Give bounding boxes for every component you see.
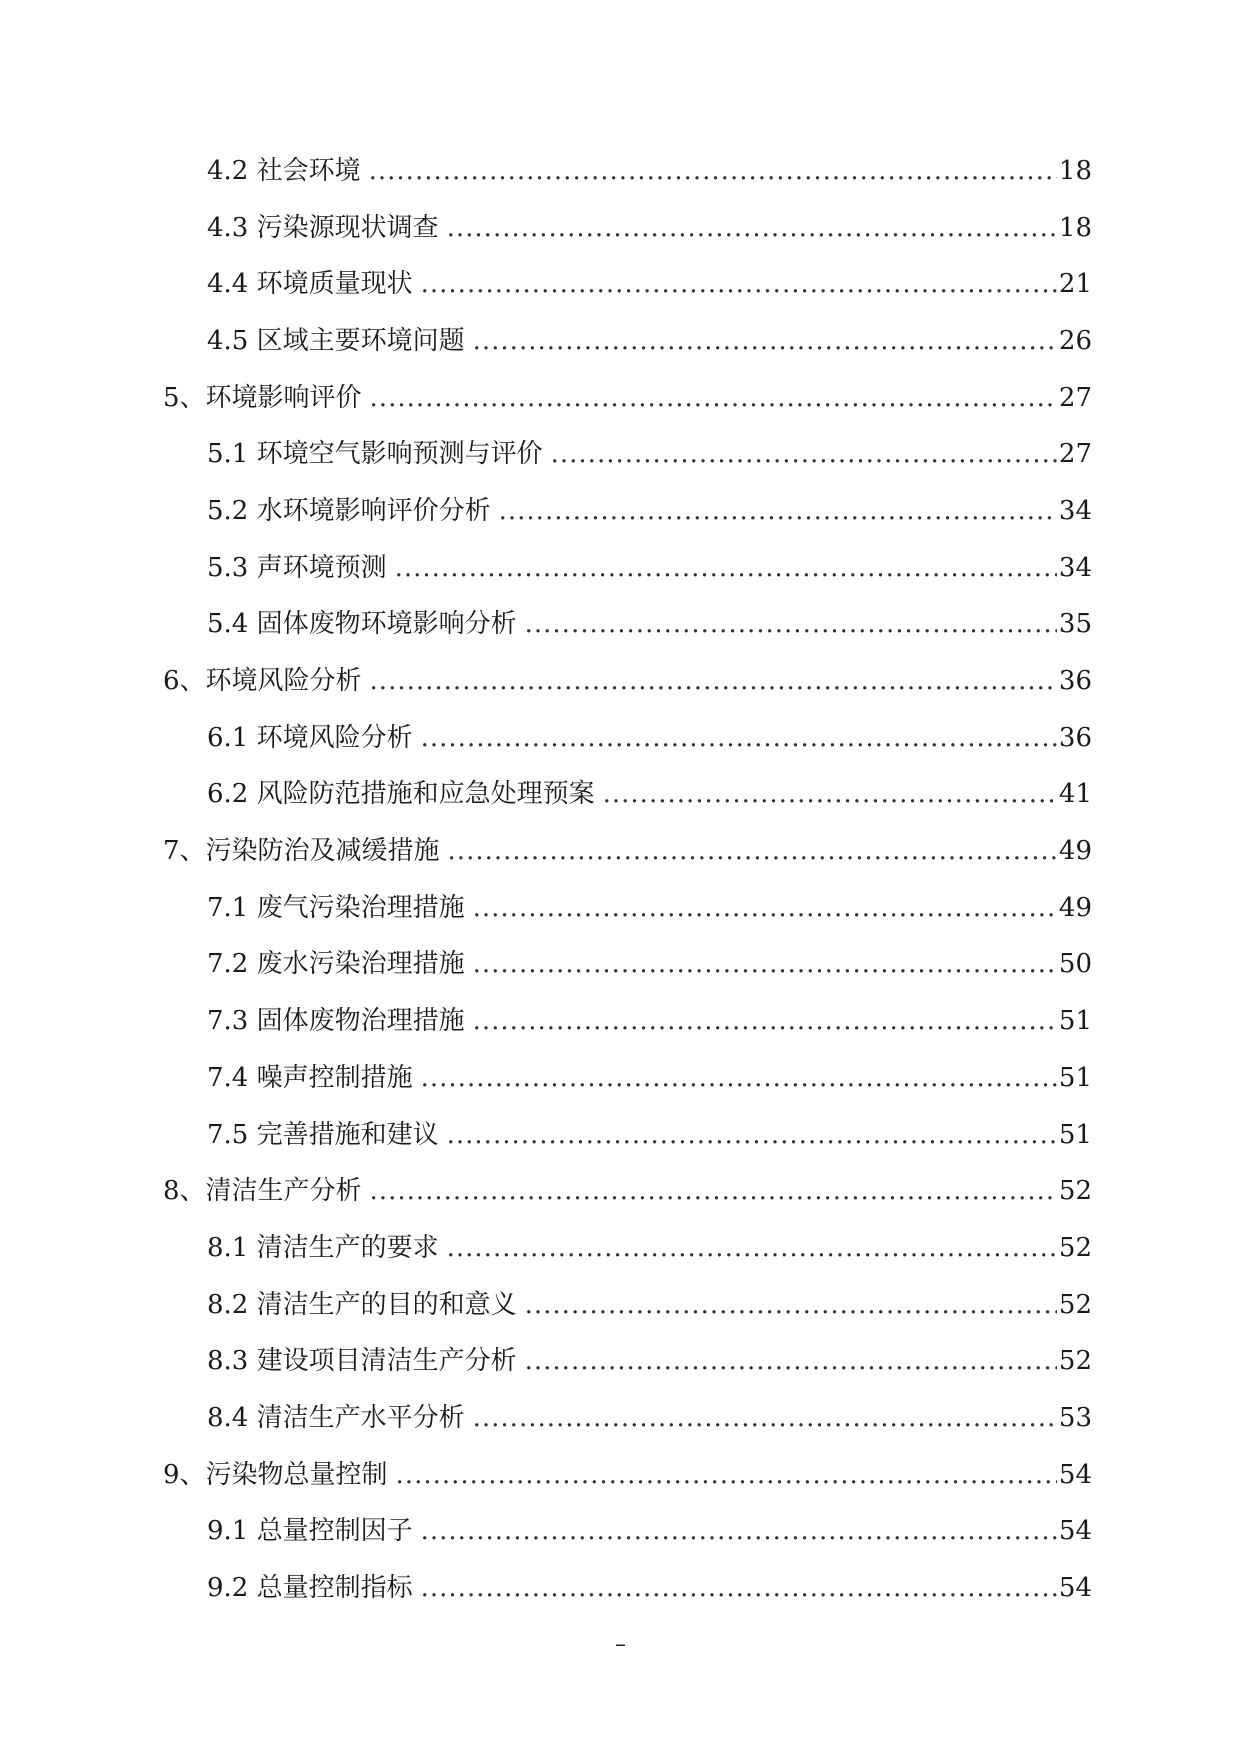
toc-entry-title: 8.4 清洁生产水平分析 bbox=[207, 1402, 465, 1433]
toc-dot-leader bbox=[551, 439, 1057, 469]
toc-entry-line bbox=[207, 433, 1092, 470]
toc-section-entry[interactable] bbox=[0, 1557, 1241, 1614]
toc-entry-title: 5、环境影响评价 bbox=[163, 382, 362, 413]
toc-dot-leader bbox=[370, 666, 1057, 696]
toc-entry-page-number: 52 bbox=[1058, 1232, 1092, 1263]
toc-entry-line bbox=[207, 887, 1092, 924]
toc-entry-title: 6.1 环境风险分析 bbox=[207, 722, 413, 753]
toc-entry-page-number: 51 bbox=[1058, 1062, 1092, 1093]
toc-dot-leader bbox=[525, 1290, 1057, 1320]
toc-entry-page-number: 54 bbox=[1058, 1573, 1092, 1604]
toc-entry-line bbox=[163, 377, 1092, 414]
toc-dot-leader bbox=[447, 1120, 1057, 1150]
toc-dot-leader bbox=[421, 1516, 1057, 1546]
toc-section-entry[interactable] bbox=[0, 310, 1241, 367]
toc-chapter-entry[interactable] bbox=[0, 650, 1241, 707]
toc-section-entry[interactable] bbox=[0, 990, 1241, 1047]
toc-dot-leader bbox=[473, 893, 1057, 923]
toc-dot-leader bbox=[421, 1063, 1057, 1093]
toc-entry-line bbox=[207, 1000, 1092, 1037]
toc-entry-line bbox=[207, 1057, 1092, 1094]
toc-entry-line bbox=[207, 1567, 1092, 1604]
toc-entry-title: 5.4 固体废物环境影响分析 bbox=[207, 609, 517, 640]
toc-chapter-entry[interactable] bbox=[0, 1444, 1241, 1501]
toc-entry-page-number: 34 bbox=[1058, 552, 1092, 583]
toc-section-entry[interactable] bbox=[0, 480, 1241, 537]
toc-entry-page-number: 50 bbox=[1058, 949, 1092, 980]
toc-entry-title: 8、清洁生产分析 bbox=[163, 1176, 362, 1207]
toc-entry-line bbox=[207, 1114, 1092, 1151]
toc-entry-title: 5.2 水环境影响评价分析 bbox=[207, 495, 491, 526]
toc-entry-page-number: 52 bbox=[1058, 1176, 1092, 1207]
toc-dot-leader bbox=[525, 1346, 1057, 1376]
toc-entry-title: 9、污染物总量控制 bbox=[163, 1459, 388, 1490]
toc-entry-line bbox=[207, 1510, 1092, 1547]
toc-section-entry[interactable] bbox=[0, 1104, 1241, 1161]
toc-dot-leader bbox=[421, 1573, 1057, 1603]
toc-section-entry[interactable] bbox=[0, 1387, 1241, 1444]
toc-entry-title: 4.5 区域主要环境问题 bbox=[207, 325, 465, 356]
toc-entry-line bbox=[207, 943, 1092, 980]
toc-entry-page-number: 26 bbox=[1058, 325, 1092, 356]
toc-dot-leader bbox=[473, 1403, 1057, 1433]
toc-entry-page-number: 41 bbox=[1058, 779, 1092, 810]
toc-chapter-entry[interactable] bbox=[0, 1160, 1241, 1217]
toc-entry-line bbox=[207, 263, 1092, 300]
toc-entry-title: 4.2 社会环境 bbox=[207, 155, 361, 186]
toc-entry-page-number: 34 bbox=[1058, 495, 1092, 526]
toc-section-entry[interactable] bbox=[0, 1047, 1241, 1104]
toc-entry-line bbox=[163, 660, 1092, 697]
toc-entry-page-number: 27 bbox=[1058, 382, 1092, 413]
toc-dot-leader bbox=[395, 553, 1057, 583]
toc-entry-title: 7.5 完善措施和建议 bbox=[207, 1119, 439, 1150]
toc-entry-line bbox=[207, 490, 1092, 527]
toc-dot-leader bbox=[421, 269, 1057, 299]
toc-entry-title: 9.1 总量控制因子 bbox=[207, 1516, 413, 1547]
toc-dot-leader bbox=[421, 723, 1057, 753]
toc-section-entry[interactable] bbox=[0, 934, 1241, 991]
toc-entry-page-number: 54 bbox=[1058, 1516, 1092, 1547]
toc-entry-title: 8.2 清洁生产的目的和意义 bbox=[207, 1289, 517, 1320]
toc-entry-page-number: 51 bbox=[1058, 1006, 1092, 1037]
toc-entry-line bbox=[207, 603, 1092, 640]
toc-entry-page-number: 18 bbox=[1058, 212, 1092, 243]
toc-entry-page-number: 36 bbox=[1058, 722, 1092, 753]
toc-section-entry[interactable] bbox=[0, 877, 1241, 934]
toc-dot-leader bbox=[499, 496, 1057, 526]
toc-entry-line bbox=[207, 150, 1092, 187]
toc-entry-line bbox=[207, 547, 1092, 584]
toc-section-entry[interactable] bbox=[0, 537, 1241, 594]
toc-entry-page-number: 21 bbox=[1058, 269, 1092, 300]
toc-dot-leader bbox=[525, 609, 1057, 639]
toc-entry-line bbox=[207, 1284, 1092, 1321]
toc-entry-page-number: 27 bbox=[1058, 439, 1092, 470]
toc-dot-leader bbox=[447, 1233, 1057, 1263]
toc-entry-title: 6.2 风险防范措施和应急处理预案 bbox=[207, 779, 595, 810]
toc-entry-page-number: 53 bbox=[1058, 1402, 1092, 1433]
toc-section-entry[interactable] bbox=[0, 197, 1241, 254]
toc-section-entry[interactable] bbox=[0, 594, 1241, 651]
toc-entry-title: 4.3 污染源现状调查 bbox=[207, 212, 439, 243]
toc-entry-line bbox=[207, 207, 1092, 244]
table-of-contents bbox=[0, 140, 1241, 1614]
toc-section-entry[interactable] bbox=[0, 1274, 1241, 1331]
toc-entry-line bbox=[163, 1454, 1092, 1491]
toc-entry-page-number: 49 bbox=[1058, 892, 1092, 923]
toc-entry-page-number: 35 bbox=[1058, 609, 1092, 640]
toc-entry-line bbox=[207, 1340, 1092, 1377]
toc-dot-leader bbox=[448, 836, 1057, 866]
toc-entry-title: 5.3 声环境预测 bbox=[207, 552, 387, 583]
toc-chapter-entry[interactable] bbox=[0, 820, 1241, 877]
toc-entry-title: 6、环境风险分析 bbox=[163, 666, 362, 697]
toc-entry-page-number: 18 bbox=[1058, 155, 1092, 186]
toc-entry-title: 7.4 噪声控制措施 bbox=[207, 1062, 413, 1093]
toc-dot-leader bbox=[473, 949, 1057, 979]
toc-entry-title: 7.1 废气污染治理措施 bbox=[207, 892, 465, 923]
toc-entry-line bbox=[163, 1170, 1092, 1207]
toc-entry-page-number: 49 bbox=[1058, 836, 1092, 867]
toc-section-entry[interactable] bbox=[0, 764, 1241, 821]
toc-entry-line bbox=[163, 830, 1092, 867]
page-footer-marker: – bbox=[615, 1632, 626, 1657]
toc-section-entry[interactable] bbox=[0, 140, 1241, 197]
toc-dot-leader bbox=[473, 1006, 1057, 1036]
toc-entry-line bbox=[207, 320, 1092, 357]
toc-entry-page-number: 54 bbox=[1058, 1459, 1092, 1490]
toc-entry-page-number: 36 bbox=[1058, 666, 1092, 697]
toc-dot-leader bbox=[370, 1176, 1057, 1206]
toc-section-entry[interactable] bbox=[0, 423, 1241, 480]
toc-section-entry[interactable] bbox=[0, 253, 1241, 310]
toc-entry-page-number: 51 bbox=[1058, 1119, 1092, 1150]
toc-entry-line bbox=[207, 717, 1092, 754]
toc-entry-title: 4.4 环境质量现状 bbox=[207, 269, 413, 300]
toc-entry-title: 8.1 清洁生产的要求 bbox=[207, 1232, 439, 1263]
toc-dot-leader bbox=[370, 383, 1057, 413]
toc-dot-leader bbox=[447, 213, 1057, 243]
toc-chapter-entry[interactable] bbox=[0, 367, 1241, 424]
toc-dot-leader bbox=[396, 1460, 1057, 1490]
toc-section-entry[interactable] bbox=[0, 707, 1241, 764]
toc-entry-line bbox=[207, 1397, 1092, 1434]
toc-section-entry[interactable] bbox=[0, 1217, 1241, 1274]
toc-entry-title: 7、污染防治及减缓措施 bbox=[163, 836, 440, 867]
toc-entry-title: 7.3 固体废物治理措施 bbox=[207, 1006, 465, 1037]
toc-entry-title: 9.2 总量控制指标 bbox=[207, 1573, 413, 1604]
toc-entry-page-number: 52 bbox=[1058, 1346, 1092, 1377]
toc-dot-leader bbox=[603, 779, 1057, 809]
toc-entry-page-number: 52 bbox=[1058, 1289, 1092, 1320]
toc-entry-title: 7.2 废水污染治理措施 bbox=[207, 949, 465, 980]
toc-entry-title: 8.3 建设项目清洁生产分析 bbox=[207, 1346, 517, 1377]
toc-section-entry[interactable] bbox=[0, 1330, 1241, 1387]
toc-dot-leader bbox=[473, 326, 1057, 356]
toc-entry-line bbox=[207, 1227, 1092, 1264]
toc-section-entry[interactable] bbox=[0, 1501, 1241, 1558]
toc-dot-leader bbox=[369, 156, 1057, 186]
toc-entry-title: 5.1 环境空气影响预测与评价 bbox=[207, 439, 543, 470]
toc-entry-line bbox=[207, 773, 1092, 810]
